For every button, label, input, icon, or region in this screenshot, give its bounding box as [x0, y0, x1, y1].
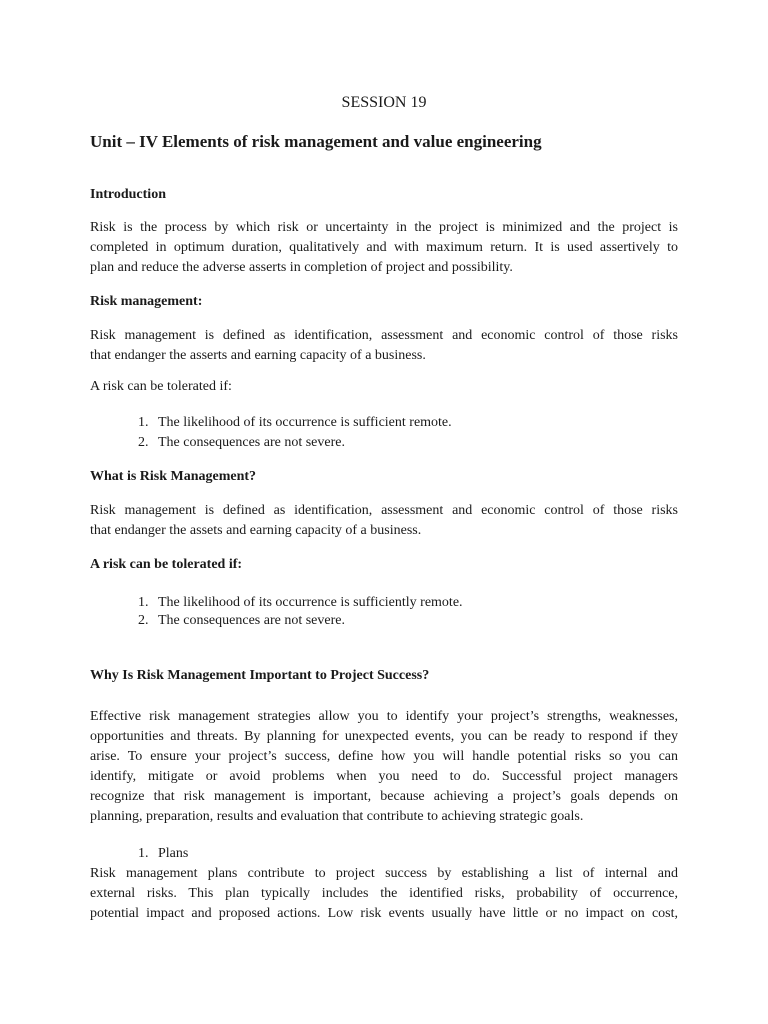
why-line: recognize that risk management is important, because achieving a project’s goals depends on	[90, 789, 678, 804]
list-item	[138, 414, 452, 432]
why-line: identify, mitigate or avoid problems when you need to do. Successful project managers	[90, 769, 678, 784]
plans-line: external risks. This plan typically includes the identified risks, probability of occurrence,	[90, 886, 678, 901]
tolerated-label: A risk can be tolerated if:	[90, 379, 232, 394]
list-number: 2.	[138, 435, 149, 450]
why-line: Effective risk management strategies allow you to identify your project’s strengths, weaknesses,	[90, 709, 678, 724]
list-item	[138, 594, 463, 612]
risk-management-heading: Risk management:	[90, 294, 203, 309]
what-is-heading: What is Risk Management?	[90, 469, 257, 484]
unit-title: Unit – IV Elements of risk management and value engineering	[90, 132, 542, 151]
list-item	[138, 612, 345, 630]
why-line: arise. To ensure your project’s success, define how you will handle potential risks so you can	[90, 749, 678, 764]
list-text: The consequences are not severe.	[158, 435, 345, 450]
list-text: The likelihood of its occurrence is sufficient remote.	[158, 415, 452, 430]
list-number: 2.	[138, 613, 149, 628]
tolerated-heading: A risk can be tolerated if:	[90, 557, 243, 572]
why-heading: Why Is Risk Management Important to Project Success?	[90, 668, 430, 683]
list-item	[138, 434, 345, 452]
session-title: SESSION 19	[341, 94, 427, 111]
list-number: 1.	[138, 846, 149, 861]
list-text: Plans	[158, 846, 189, 861]
plans-line: potential impact and proposed actions. Low risk events usually have little or no impact on cost,	[90, 906, 678, 921]
list-text: The likelihood of its occurrence is sufficiently remote.	[158, 595, 463, 610]
list-number: 1.	[138, 595, 149, 610]
why-line: planning, preparation, results and evaluation that contribute to achieving strategic goals.	[90, 809, 584, 824]
plans-heading	[138, 845, 188, 863]
risk-management-line: that endanger the asserts and earning capacity of a business.	[90, 348, 426, 363]
risk-management-line: Risk management is defined as identification, assessment and economic control of those risks	[90, 328, 678, 343]
intro-line: completed in optimum duration, qualitatively and with maximum return. It is used assertively to	[90, 240, 678, 255]
plans-line: Risk management plans contribute to project success by establishing a list of internal and	[90, 866, 678, 881]
intro-line: Risk is the process by which risk or uncertainty in the project is minimized and the project is	[90, 220, 678, 235]
list-text: The consequences are not severe.	[158, 613, 345, 628]
list-number: 1.	[138, 415, 149, 430]
why-line: opportunities and threats. By planning for unexpected events, you can be ready to respond if they	[90, 729, 678, 744]
what-is-line: Risk management is defined as identification, assessment and economic control of those risks	[90, 503, 678, 518]
what-is-line: that endanger the assets and earning capacity of a business.	[90, 523, 422, 538]
intro-line: plan and reduce the adverse asserts in completion of project and possibility.	[90, 260, 513, 275]
intro-heading: Introduction	[90, 187, 166, 202]
